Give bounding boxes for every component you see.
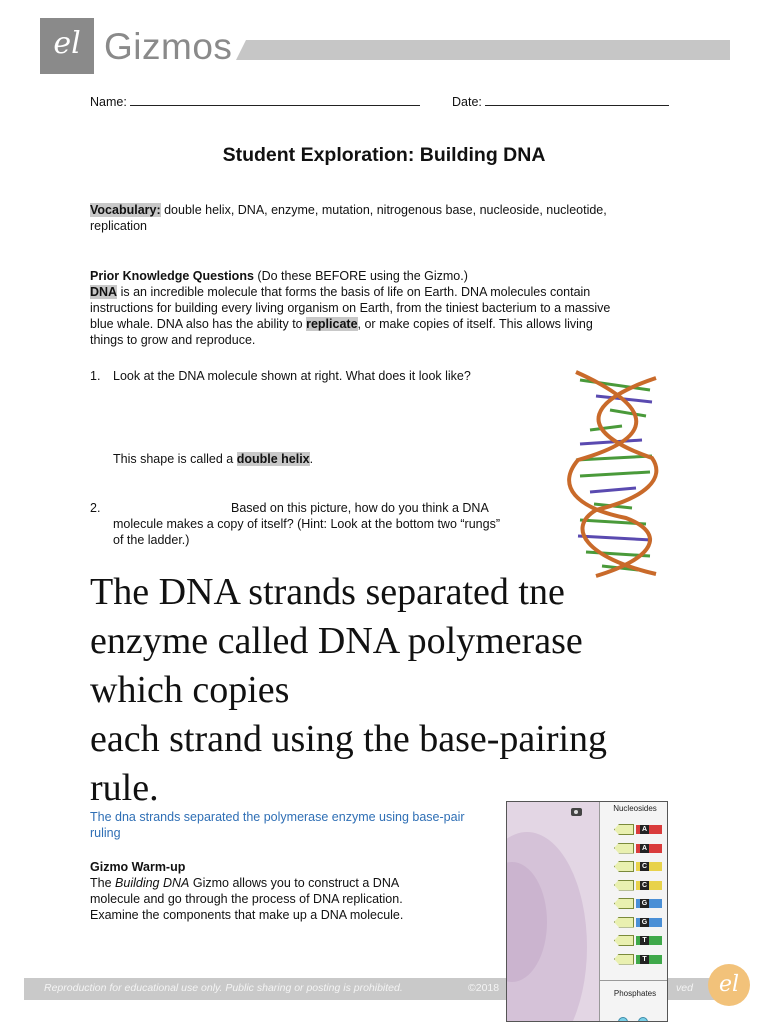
- prior-p1: is an incredible molecule that forms the basis of life on Earth. DNA molecules contain: [120, 285, 591, 299]
- date-field: [452, 94, 669, 110]
- nucleoside-item[interactable]: [614, 935, 660, 946]
- warmup-l1-pre: The: [90, 876, 112, 890]
- q1-answer-post: .: [309, 452, 314, 466]
- nucleoside-item[interactable]: [614, 917, 660, 928]
- phosphates-label: Phosphates: [613, 989, 657, 998]
- phosphate-palette: [600, 980, 668, 1022]
- warmup-gizmo-name: Building DNA: [115, 876, 190, 890]
- base-letter: A: [641, 826, 648, 833]
- warmup-block: [90, 859, 490, 923]
- deoxyribose-icon: [614, 935, 634, 946]
- cell-view: [507, 802, 599, 1022]
- page-title: Student Exploration: Building DNA: [222, 144, 546, 166]
- question-1-answer: [113, 451, 313, 467]
- nucleoside-item[interactable]: [614, 898, 660, 909]
- nucleoside-item[interactable]: [614, 824, 660, 835]
- header-bar: [236, 40, 730, 60]
- name-field: [90, 94, 420, 110]
- footer-copyright: ©2018: [468, 982, 500, 994]
- prior-knowledge-block: [90, 268, 680, 348]
- nucleoside-palette: [599, 802, 668, 1022]
- vocabulary-terms: double helix, DNA, enzyme, mutation, nitrogenous base, nucleoside, nucleotide,: [164, 203, 607, 217]
- prior-p2: instructions for building every living organism on Earth, from the tiniest bacterium to a massive: [90, 301, 611, 315]
- typed-answer-line: ruling: [90, 826, 121, 840]
- question-1-text: Look at the DNA molecule shown at right. What does it look like?: [113, 369, 471, 383]
- replicate-term: replicate: [306, 317, 358, 331]
- gizmos-logo: [40, 18, 94, 74]
- deoxyribose-icon: [614, 843, 634, 854]
- nucleoside-item[interactable]: [614, 880, 660, 891]
- footer-logo: el: [708, 964, 750, 1006]
- nitrogenous-base: [636, 881, 662, 890]
- gizmo-screenshot: [506, 801, 668, 1022]
- name-input-line[interactable]: [130, 94, 420, 106]
- large-answer-line: which copies: [90, 669, 290, 711]
- nitrogenous-base: [636, 955, 662, 964]
- deoxyribose-icon: [614, 861, 634, 872]
- logo-glyph: el: [53, 26, 81, 61]
- nucleoside-item[interactable]: [614, 954, 660, 965]
- nitrogenous-base: [636, 825, 662, 834]
- question-2-line2: molecule makes a copy of itself? (Hint: Look at the bottom two “rungs”: [113, 517, 500, 531]
- prior-knowledge-heading: Prior Knowledge Questions: [90, 269, 254, 283]
- prior-p3-post: , or make copies of itself. This allows living: [357, 317, 593, 331]
- vocabulary-terms-cont: replication: [90, 219, 147, 233]
- nitrogenous-base: [636, 862, 662, 871]
- large-answer-line: enzyme called DNA polymerase: [90, 620, 583, 662]
- nitrogenous-base: [636, 918, 662, 927]
- question-2-number: 2.: [90, 501, 101, 515]
- nucleoside-item[interactable]: [614, 843, 660, 854]
- date-input-line[interactable]: [485, 94, 669, 106]
- large-answer-text: [90, 568, 690, 813]
- footer-tail: ved: [676, 982, 693, 994]
- nitrogenous-base: [636, 936, 662, 945]
- large-answer-line: The DNA strands separated tne: [90, 571, 565, 613]
- deoxyribose-icon: [614, 898, 634, 909]
- vocabulary-block: [90, 202, 680, 234]
- phosphate-icon[interactable]: [638, 1017, 648, 1022]
- prior-p3-pre: blue whale. DNA also has the ability to: [90, 317, 303, 331]
- large-answer-line: each strand using the base-pairing: [90, 718, 608, 760]
- nucleoside-item[interactable]: [614, 861, 660, 872]
- phosphate-icon[interactable]: [618, 1017, 628, 1022]
- warmup-l3: Examine the components that make up a DNA molecule.: [90, 908, 404, 922]
- base-letter: G: [641, 918, 648, 926]
- name-label: Name:: [90, 95, 127, 109]
- base-letter: T: [640, 936, 649, 945]
- warmup-l2: molecule and go through the process of DNA replication.: [90, 892, 403, 906]
- q1-answer-pre: This shape is called a: [113, 452, 234, 466]
- nitrogenous-base: [636, 844, 662, 853]
- base-letter: G: [641, 900, 648, 907]
- deoxyribose-icon: [614, 880, 634, 891]
- nucleosides-label: Nucleosides: [613, 804, 657, 813]
- brand-name: Gizmos: [104, 26, 233, 67]
- deoxyribose-icon: [614, 917, 634, 928]
- deoxyribose-icon: [614, 824, 634, 835]
- typed-answer-line: The dna strands separated the polymerase enzyme using base-pair: [90, 810, 465, 824]
- prior-p4: things to grow and reproduce.: [90, 333, 256, 347]
- warmup-heading: Gizmo Warm-up: [90, 860, 186, 874]
- base-letter: C: [641, 863, 648, 870]
- base-letter: C: [641, 881, 648, 889]
- typed-answer: [90, 809, 510, 841]
- prior-knowledge-note: (Do these BEFORE using the Gizmo.): [257, 269, 468, 283]
- nitrogenous-base: [636, 899, 662, 908]
- question-1-number: 1.: [90, 369, 101, 383]
- vocabulary-label: Vocabulary:: [90, 203, 161, 217]
- warmup-l1-post: Gizmo allows you to construct a DNA: [192, 876, 400, 890]
- deoxyribose-icon: [614, 954, 634, 965]
- dna-double-helix-image: [566, 368, 666, 580]
- double-helix-term: double helix: [236, 452, 310, 466]
- footer-notice: Reproduction for educational use only. Public sharing or posting is prohibited.: [44, 982, 403, 994]
- large-answer-line: rule.: [90, 767, 159, 809]
- camera-icon[interactable]: [571, 808, 582, 816]
- date-label: Date:: [452, 95, 482, 109]
- base-letter: A: [641, 844, 648, 852]
- dna-term: DNA: [90, 285, 118, 299]
- question-2-line3: of the ladder.): [113, 533, 190, 547]
- question-2-line1: Based on this picture, how do you think a DNA: [231, 501, 489, 515]
- base-letter: T: [640, 955, 649, 964]
